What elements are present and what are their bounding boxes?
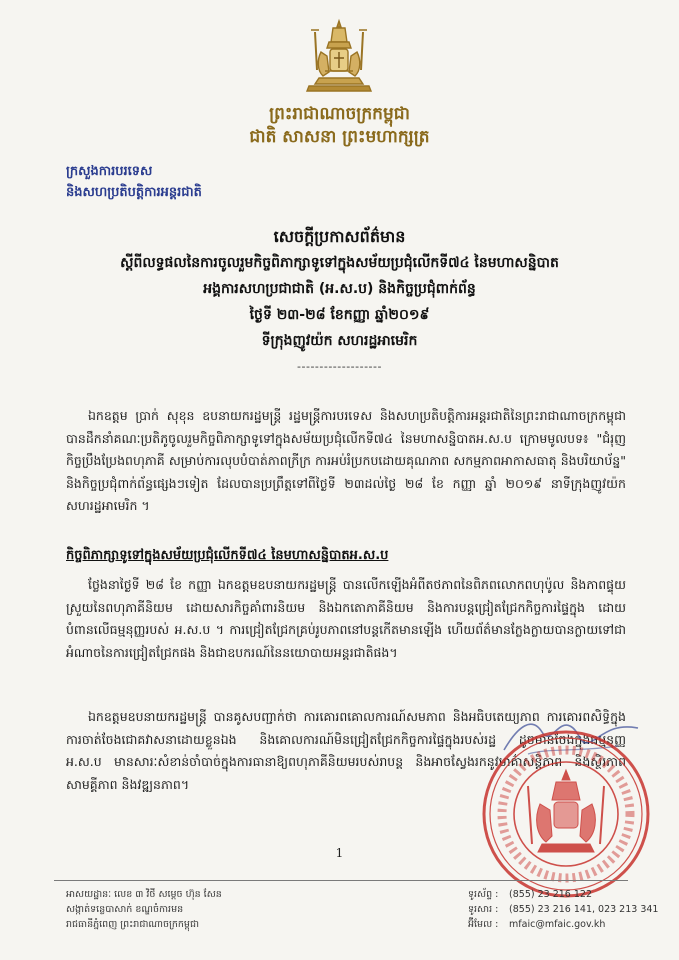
email-value: mfaic@mfaic.gov.kh — [509, 919, 606, 930]
address-line-1: អាសយដ្ឋានៈ លេខ ៣ វិថី សម្ដេច ហ៊ុន សែន — [66, 889, 222, 900]
phone-value: (855) 23 216 122 — [509, 889, 592, 900]
address-line-2: សង្កាត់ទន្លេបាសាក់ ខណ្ឌចំការមន — [66, 904, 184, 915]
ministry-name-line2: និងសហប្រតិបត្តិការអន្តរជាតិ — [66, 185, 202, 200]
body-paragraph-3: ឯកឧត្តមឧបនាយករដ្ឋមន្ត្រី បានគូសបញ្ជាក់ថា ការគោរពគោលការណ៍សមភាព និងអធិបតេយ្យភាព ការគោរពសិទ្ធិក្នុងការចាត់ចែងជោគវាសនាដោយខ្លួនឯង និងគោលការណ៍មិនជ្រៀតជ្រែកកិច្ចការផ្ទៃក្នុងរបស់រដ្ឋ ដូចមានចែងក្នុងធម្មនុញ្ញ អ.ស.ប មានសារៈសំខាន់ចាំបាច់ក្នុងការធានាឱ្យពហុភាគីនិយមរបស់រាបន្ត និងអាចស្វែងរកនូវមាគ៌ាសន្តិភាព និងស្ថិរភាព សាមគ្គីភាព និងវឌ្ឍនភាព។ — [66, 709, 626, 792]
fax-row — [468, 902, 658, 917]
national-motto: ជាតិ សាសនា ព្រះមហាក្សត្រ — [249, 127, 430, 147]
royal-coat-of-arms-icon — [289, 18, 389, 98]
page-number: 1 — [335, 846, 344, 860]
phone-label: ទូរស័ព្ទ : — [468, 889, 499, 900]
document-title: សេចក្តីប្រកាសព័ត៌មាន — [273, 227, 406, 246]
document-subject-line1: ស្តីពីលទ្ធផលនៃការចូលរួមកិច្ចពិភាក្សាទូទៅក្នុងសម័យប្រជុំលើកទី៧៤ នៃមហាសន្និបាត — [120, 255, 559, 271]
kingdom-name: ព្រះរាជាណាចក្រកម្ពុជា — [269, 104, 410, 124]
title-separator: ------------------- — [297, 360, 382, 373]
fax-value: (855) 23 216 141, 023 213 341 — [509, 904, 659, 915]
ministry-name-line1: ក្រសួងការបរទេស — [66, 164, 153, 179]
footer-address — [66, 887, 222, 932]
document-subject-line2: អង្គការសហប្រជាជាតិ (អ.ស.ប) និងកិច្ចប្រជុំពាក់ព័ន្ធ — [203, 281, 476, 297]
email-label: អ៊ីមែល : — [468, 919, 499, 930]
body-paragraph-2: ថ្លែងនាថ្ងៃទី ២៨ ខែ កញ្ញា ឯកឧត្តមឧបនាយករដ្ឋមន្ត្រី បានលើកឡើងអំពីតថភាពនៃពិភពលោកពហុប៉ូល និងភាពផ្ទុយស្រួយនៃពហុភាគីនិយម ដោយសារកិច្ចគាំពារនិយម និងឯកតោភាគីនិយម និងការបន្តជ្រៀតជ្រែកកិច្ចការផ្ទៃក្នុង ដោយបំពានលើធម្មនុញ្ញរបស់ អ.ស.ប ។ ការជ្រៀតជ្រែកគ្រប់រូបភាពនៅបន្តកើតមានឡើង ហើយព័ត៌មានក្លែងក្លាយបានក្លាយទៅជាអំណាចនៃការជ្រៀតជ្រែកផង និងជាឧបករណ៍នៃនយោបាយអន្តរជាតិផង។ — [66, 577, 626, 660]
footer-contact — [468, 887, 658, 932]
document-date: ថ្ងៃទី ២៣-២៨ ខែកញ្ញា ឆ្នាំ២០១៩ — [249, 307, 430, 323]
email-row — [468, 917, 658, 932]
document-location: ទីក្រុងញូវយ៉ក សហរដ្ឋអាមេរិក — [261, 333, 418, 349]
fax-label: ទូរសារ : — [468, 904, 499, 915]
section-heading: កិច្ចពិភាក្សាទូទៅក្នុងសម័យប្រជុំលើកទី៧៤ នៃមហាសន្និបាតអ.ស.ប — [66, 548, 389, 563]
phone-row — [468, 887, 658, 902]
ministry-seal-icon — [478, 726, 654, 902]
footer-divider — [54, 880, 628, 881]
address-line-3: រាជធានីភ្នំពេញ ព្រះរាជាណាចក្រកម្ពុជា — [66, 919, 199, 930]
intro-paragraph: ឯកឧត្តម ប្រាក់ សុខុន ឧបនាយករដ្ឋមន្ត្រី រដ្ឋមន្ត្រីការបរទេស និងសហប្រតិបត្តិការអន្តរជាតិនៃព្រះរាជាណាចក្រកម្ពុជា បានដឹកនាំគណៈប្រតិភូចូលរួមកិច្ចពិភាក្សាទូទៅក្នុងសម័យប្រជុំលើកទី៧៤ នៃមហាសន្និបាតអ.ស.ប ក្រោមមូលបទ៖ "ជំរុញកិច្ចប្រឹងប្រែងពហុភាគី សម្រាប់ការលុបបំបាត់ភាពក្រីក្រ ការអប់រំប្រកបដោយគុណភាព សកម្មភាពអាកាសធាតុ និងបរិយាប័ន្ន" និងកិច្ចប្រជុំពាក់ព័ន្ធផ្សេងៗទៀត ដែលបានប្រព្រឹត្តទៅពីថ្ងៃទី ២៣ដល់ថ្ងៃ ២៨ ខែ កញ្ញា ឆ្នាំ ២០១៩ នាទីក្រុងញូវយ៉ក សហរដ្ឋអាមេរិក ។ — [66, 408, 626, 513]
